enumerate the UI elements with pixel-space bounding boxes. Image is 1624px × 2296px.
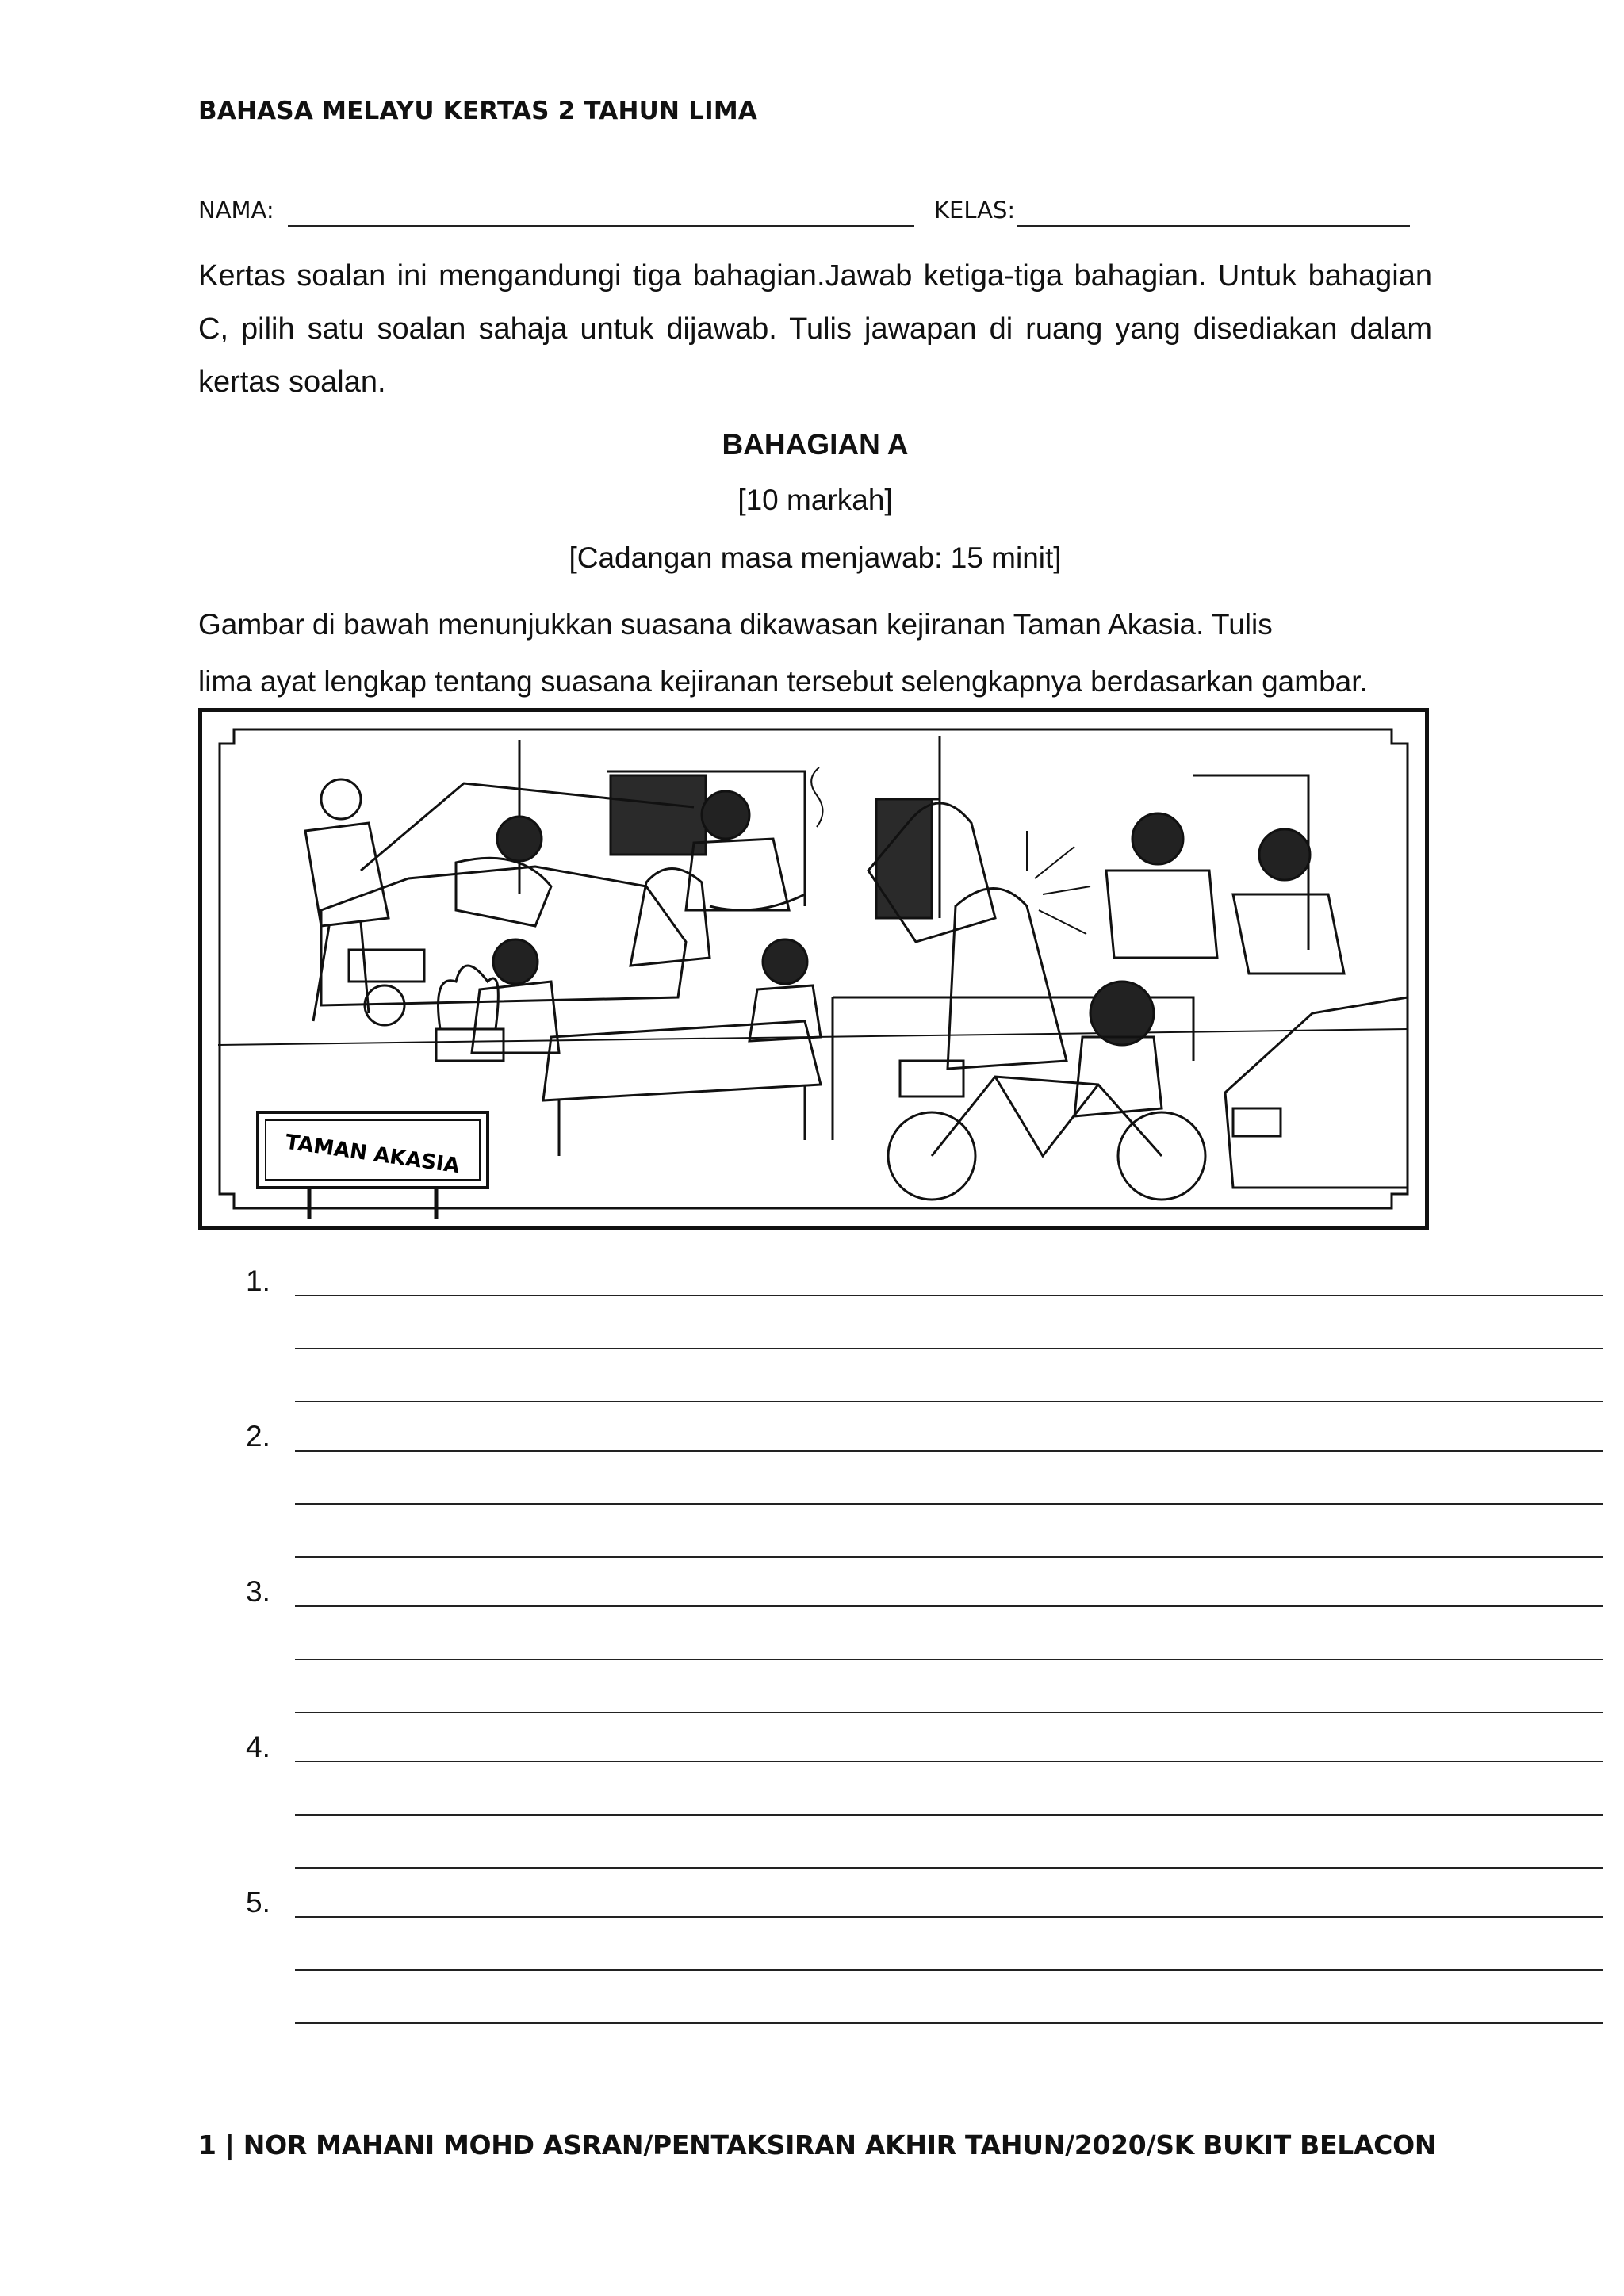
instructions-text: Kertas soalan ini mengandungi tiga bahagian.Jawab ketiga-tiga bahagian. Untuk bahagian C, pilih satu soalan sahaja untuk dijawab. Tulis jawapan di ruang yang disediakan dalam kertas soalan. — [198, 259, 1432, 399]
answer-line[interactable] — [295, 2022, 1603, 2024]
answer-number: 1. — [246, 1265, 270, 1297]
answer-item-5 — [198, 1886, 1467, 2037]
answer-line[interactable] — [295, 1814, 1603, 1816]
answer-line[interactable] — [295, 1605, 1603, 1607]
answer-line[interactable] — [295, 1401, 1603, 1402]
answer-line[interactable] — [295, 1450, 1603, 1452]
section-marks: [10 markah] — [737, 484, 893, 516]
answer-item-4 — [198, 1731, 1467, 1881]
answer-item-1 — [198, 1265, 1467, 1415]
class-field[interactable] — [1017, 225, 1410, 227]
answer-line[interactable] — [295, 1969, 1603, 1971]
name-field[interactable] — [288, 225, 914, 227]
page-footer: 1 | NOR MAHANI MOHD ASRAN/PENTAKSIRAN AKHIR TAHUN/2020/SK BUKIT BELACON — [198, 2130, 1437, 2160]
sign-text: TAMAN AKASIA — [283, 1130, 462, 1179]
answer-number: 4. — [246, 1731, 270, 1763]
answer-line[interactable] — [295, 1761, 1603, 1762]
illustration-drawing — [202, 712, 1425, 1226]
answer-line[interactable] — [295, 1867, 1603, 1869]
name-label: NAMA: — [198, 197, 274, 224]
answer-line[interactable] — [295, 1916, 1603, 1918]
answer-line[interactable] — [295, 1659, 1603, 1660]
answer-item-3 — [198, 1575, 1467, 1726]
student-info-row — [198, 197, 1419, 230]
answer-number: 3. — [246, 1575, 270, 1608]
section-title: BAHAGIAN A — [722, 428, 909, 461]
question-line-2: lima ayat lengkap tentang suasana kejiranan tersebut selengkapnya berdasarkan gambar. — [198, 665, 1368, 698]
section-time: [Cadangan masa menjawab: 15 minit] — [569, 541, 1062, 574]
question-text — [198, 596, 1467, 710]
answer-line[interactable] — [295, 1348, 1603, 1349]
answer-line[interactable] — [295, 1712, 1603, 1713]
answer-number: 5. — [246, 1886, 270, 1919]
neighbourhood-illustration — [198, 708, 1429, 1230]
taman-akasia-sign — [258, 1112, 488, 1219]
page-header-title: BAHASA MELAYU KERTAS 2 TAHUN LIMA — [198, 97, 758, 125]
question-line-1: Gambar di bawah menunjukkan suasana dikawasan kejiranan Taman Akasia. Tulis — [198, 608, 1273, 641]
answer-line[interactable] — [295, 1295, 1603, 1296]
answer-item-2 — [198, 1420, 1467, 1571]
class-label: KELAS: — [934, 197, 1016, 224]
answer-line[interactable] — [295, 1503, 1603, 1505]
answer-number: 2. — [246, 1420, 270, 1452]
answer-line[interactable] — [295, 1556, 1603, 1558]
